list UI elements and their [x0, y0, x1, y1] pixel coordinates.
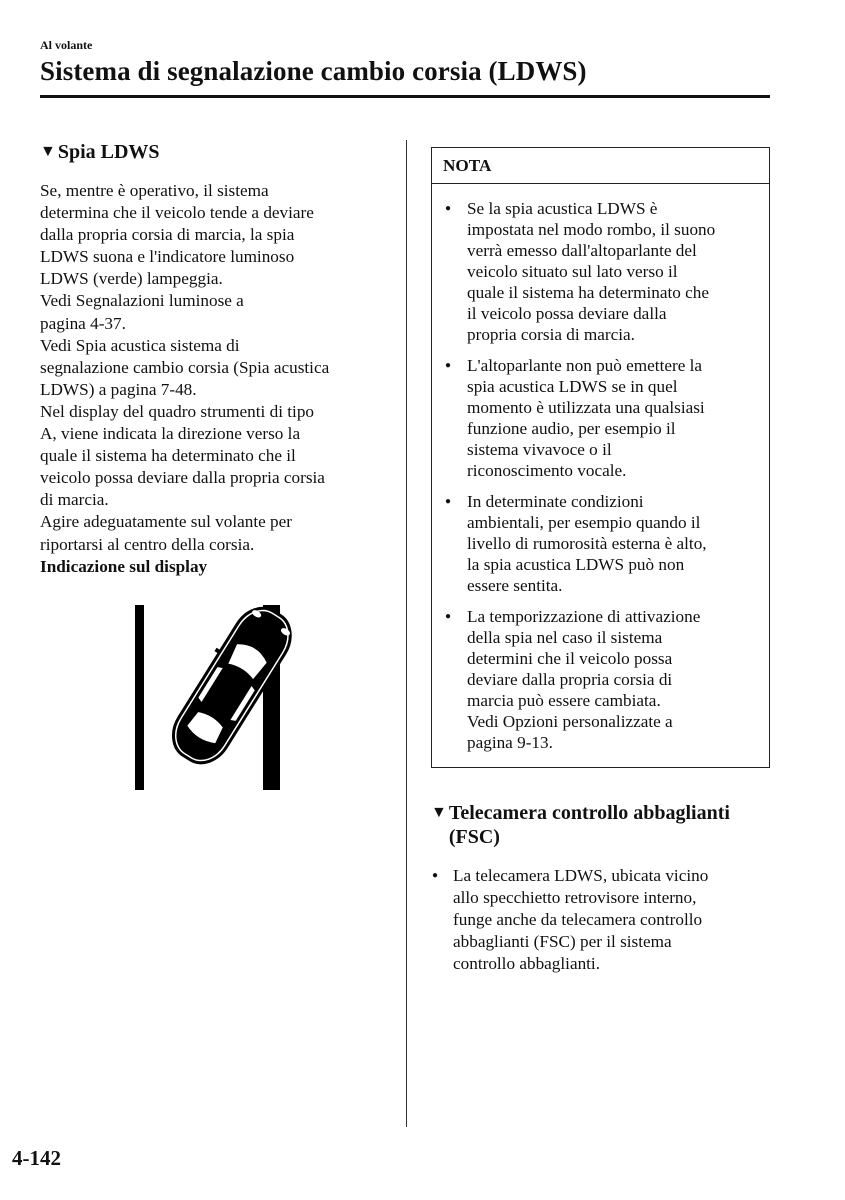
heading-line: (FSC): [448, 826, 500, 848]
text-line: segnalazione cambio corsia (Spia acustica: [40, 357, 330, 377]
text-line: La temporizzazione di attivazione: [467, 607, 701, 626]
section-heading-fsc: [431, 801, 770, 849]
text-line: Vedi Spia acustica sistema di: [40, 335, 240, 355]
text-line: Agire adeguatamente sul volante per: [40, 512, 292, 532]
text-line: livello di rumorosità esterna è alto,: [467, 534, 707, 553]
text-line: riportarsi al centro della corsia.: [40, 534, 255, 554]
left-column: [40, 140, 385, 578]
text-line: deviare dalla propria corsia di: [467, 670, 673, 689]
bullet-icon: ●: [432, 870, 439, 881]
section-heading-text: Spia LDWS: [57, 141, 160, 163]
note-item: [445, 355, 759, 481]
note-item: [445, 606, 759, 753]
text-line: Vedi Opzioni personalizzate a: [467, 712, 673, 731]
text-line: funge anche da telecamera controllo: [453, 910, 703, 929]
text-line: Vedi Segnalazioni luminose a: [40, 291, 244, 311]
text-line: funzione audio, per esempio il: [467, 419, 676, 438]
triangle-down-icon: ▼: [431, 804, 447, 821]
text-line: di marcia.: [40, 490, 109, 510]
text-line: determina che il veicolo tende a deviare: [40, 203, 314, 223]
text-line: veicolo possa deviare dalla propria corsia: [40, 468, 325, 488]
section-heading-spia-ldws: [40, 140, 385, 164]
note-item-text: [467, 355, 705, 481]
note-item: [445, 198, 759, 345]
text-line: quale il sistema ha determinato che: [467, 283, 709, 302]
text-line: quale il sistema ha determinato che il: [40, 446, 296, 466]
text-line: riconoscimento vocale.: [467, 461, 627, 480]
text-line: marcia può essere cambiata.: [467, 691, 661, 710]
text-line: determini che il veicolo possa: [467, 649, 673, 668]
triangle-down-icon: ▼: [40, 143, 56, 160]
text-line: veicolo situato sul lato verso il: [467, 262, 678, 281]
note-title: NOTA: [432, 148, 769, 184]
text-line: momento è utilizzata una qualsiasi: [467, 398, 705, 417]
text-line: allo specchietto retrovisore interno,: [453, 888, 697, 907]
text-line: A, viene indicata la direzione verso la: [40, 424, 301, 444]
text-line: Se la spia acustica LDWS è: [467, 199, 658, 218]
fsc-item: [432, 865, 770, 975]
title-rule: [40, 95, 770, 98]
left-lane-line: [135, 605, 144, 790]
text-line: L'altoparlante non può emettere la: [467, 356, 703, 375]
text-line: In determinate condizioni: [467, 492, 644, 511]
note-list: [432, 184, 769, 767]
text-line: controllo abbaglianti.: [453, 954, 601, 973]
text-line: verrà emesso dall'altoparlante del: [467, 241, 697, 260]
text-line: della spia nel caso il sistema: [467, 628, 663, 647]
note-item-text: [467, 491, 707, 596]
note-item-text: [467, 198, 715, 345]
lane-departure-display-illustration: [135, 605, 355, 790]
text-line: sistema vivavoce o il: [467, 440, 612, 459]
text-line: Se, mentre è operativo, il sistema: [40, 181, 269, 200]
text-line: spia acustica LDWS se in quel: [467, 377, 678, 396]
text-line: pagina 4-37.: [40, 313, 126, 333]
text-line: la spia acustica LDWS può non: [467, 555, 685, 574]
text-line: pagina 9-13.: [467, 733, 553, 752]
text-line: LDWS) a pagina 7-48.: [40, 379, 197, 399]
fsc-item-text: [453, 865, 708, 975]
text-line: essere sentita.: [467, 576, 563, 595]
car-top-view-icon: [159, 605, 305, 775]
text-line: LDWS suona e l'indicatore luminoso: [40, 247, 295, 267]
bullet-icon: ●: [445, 203, 452, 214]
text-line: La telecamera LDWS, ubicata vicino: [453, 866, 709, 885]
page-title: Sistema di segnalazione cambio corsia (LDWS): [40, 56, 587, 86]
bullet-icon: ●: [445, 496, 452, 507]
right-column: [431, 147, 770, 975]
note-box: [431, 147, 770, 768]
page-number: 4-142: [12, 1146, 61, 1170]
section-label: Al volante: [40, 38, 93, 52]
column-divider: [406, 140, 407, 1127]
fsc-list: [431, 865, 770, 975]
text-line: LDWS (verde) lampeggia.: [40, 269, 223, 289]
text-line: impostata nel modo rombo, il suono: [467, 220, 716, 239]
heading-line: Telecamera controllo abbaglianti: [448, 802, 730, 824]
text-line: il veicolo possa deviare dalla: [467, 304, 667, 323]
display-indication-label: Indicazione sul display: [40, 556, 208, 576]
section-heading-text: [449, 801, 730, 849]
bullet-icon: ●: [445, 360, 452, 371]
note-item: [445, 491, 759, 596]
text-line: propria corsia di marcia.: [467, 325, 635, 344]
text-line: Nel display del quadro strumenti di tipo: [40, 401, 315, 421]
text-line: abbaglianti (FSC) per il sistema: [453, 932, 672, 951]
bullet-icon: ●: [445, 611, 452, 622]
text-line: dalla propria corsia di marcia, la spia: [40, 225, 295, 245]
text-line: ambientali, per esempio quando il: [467, 513, 701, 532]
note-item-text: [467, 606, 700, 753]
ldws-description: [40, 180, 385, 556]
